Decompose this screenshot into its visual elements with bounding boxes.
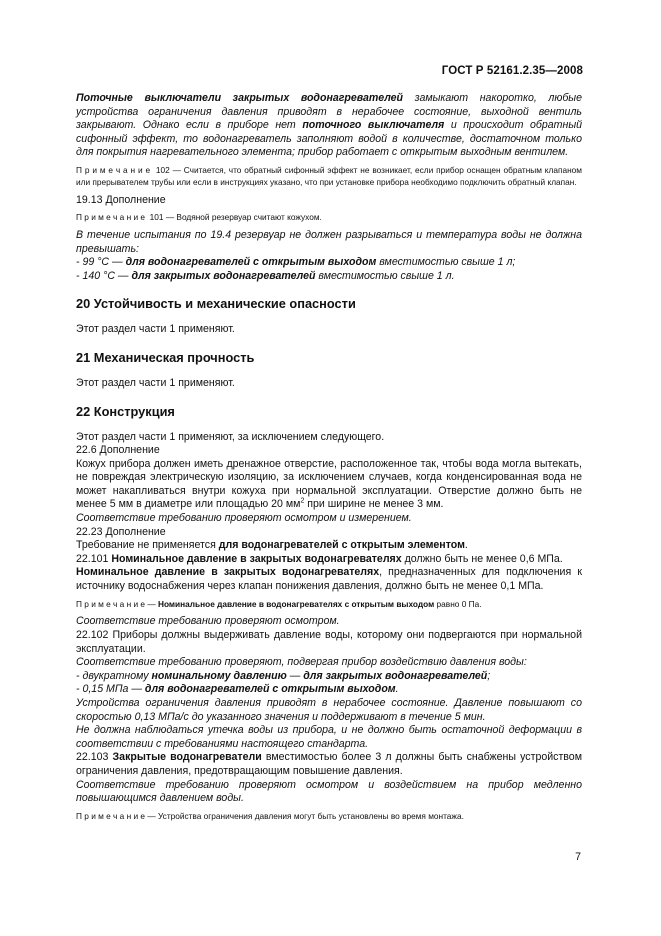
standard-header: ГОСТ Р 52161.2.35—2008 xyxy=(441,65,583,77)
list-item-99: - 99 °С — для водонагревателей с открытым выходом вместимостью свыше 1 л; xyxy=(76,256,516,269)
paragraph-flow-switches: Поточные выключатели закрытых водонагревателей замыкают накоротко, любые устройства ограничения давления приводят в нерабочее состояние, выходной вентиль закрывают. Однако если в приборе нет поточного выключателя и происходит обратный сифонный эффект, то водонагреватель заполняют водой в количестве, достаточном только для покрытия нагревательного элемента; прибор работает с открытым выходным вентилем. xyxy=(76,92,583,159)
section-20-text: Этот раздел части 1 применяют. xyxy=(76,323,235,336)
list-item-double-pressure: - двукратному номинальному давлению — для закрытых водонагревателей; xyxy=(76,669,491,682)
list-item-015: - 0,15 МПа — для водонагревателей с открытым выходом. xyxy=(76,683,399,696)
clause-22-101: 22.101 Номинальное давление в закрытых водонагревателях должно быть не менее 0,6 МПа. xyxy=(76,552,563,565)
note-mounting: П р и м е ч а н и е — Устройства ограничения давления могут быть установлены во время монтажа. xyxy=(76,810,464,821)
list-item-140: - 140 °С — для закрытых водонагревателей вместимостью свыше 1 л. xyxy=(76,269,455,282)
compliance-22-6: Соответствие требованию проверяют осмотром и измерением. xyxy=(76,512,412,525)
term-flow-switches: Поточные выключатели закрытых водонагревателей xyxy=(76,92,404,104)
clause-22-6: 22.6 Дополнение xyxy=(76,444,160,457)
section-22-title: 22 Конструкция xyxy=(76,403,175,419)
note-102: П р и м е ч а н и е 102 — Считается, что обратный сифонный эффект не возникает, если прибор оснащен обратным клапаном или прерывателем трубы или если в инструкциях указано, что при установке прибора необходимо подключить обратный клапан. xyxy=(76,164,582,187)
paragraph-pressure-rate: Устройства ограничения давления приводят в нерабочее состояние. Давление повышают со скоростью 0,13 МПа/с до указанного значения и поддерживают в течение 5 мин. xyxy=(76,697,582,723)
note-101: П р и м е ч а н и е 101 — Водяной резервуар считают кожухом. xyxy=(76,212,322,223)
paragraph-22-101b: Номинальное давление в закрытых водонагревателях, предназначенных для подключения к источнику водоснабжения через клапан понижения давления, должно быть не менее 0,1 МПа. xyxy=(76,566,582,593)
note-label: П р и м е ч а н и е xyxy=(76,164,151,175)
page-number: 7 xyxy=(575,851,581,863)
section-21-title: 21 Механическая прочность xyxy=(76,349,255,365)
page-content xyxy=(76,92,582,823)
paragraph-22-6: Кожух прибора должен иметь дренажное отверстие, расположенное так, чтобы вода могла вытекать, не повреждая электрическую изоляцию, за исключением случаев, когда конденсированная вода не может накапливаться внутри кожуха при нормальной эксплуатации. Отверстие должно быть не менее 5 мм в диаметре или площадью 20 $мм^2$ при ширине не менее 3 мм. xyxy=(76,457,582,511)
compliance-22-101: Соответствие требованию проверяют осмотром. xyxy=(76,615,340,628)
paragraph-no-leak: Не должна наблюдаться утечка воды из прибора, и не должно быть остаточной деформации в соответствии с требованиями настоящего стандарта. xyxy=(76,724,582,750)
clause-22-23: 22.23 Дополнение xyxy=(76,525,166,538)
section-20-title: 20 Устойчивость и механические опасности xyxy=(76,296,356,312)
compliance-22-102: Соответствие требованию проверяют, подвергая прибор воздействию давления воды: xyxy=(76,656,527,669)
paragraph-22-23: Требование не применяется для водонагревателей с открытым элементом. xyxy=(76,539,468,552)
clause-22-103: 22.103 Закрытые водонагреватели вместимостью более 3 л должны быть снабжены устройством ограничения давления, предотвращающим повышение давления. xyxy=(76,751,582,777)
clause-22-102: 22.102 Приборы должны выдерживать давление воды, которому они подвергаются при нормальной эксплуатации. xyxy=(76,629,582,655)
compliance-22-103: Соответствие требованию проверяют осмотром и воздействием на прибор медленно повышающимся давлением воды. xyxy=(76,778,582,805)
term-flow-switch: поточного выключателя xyxy=(302,119,445,132)
note-open-outlet: П р и м е ч а н и е — Номинальное давление в водонагревателях с открытым выходом равно 0 Па. xyxy=(76,598,482,609)
clause-19-13: 19.13 Дополнение xyxy=(76,193,166,206)
paragraph-19-intro: В течение испытания по 19.4 резервуар не должен разрываться и температура воды не должна превышать: xyxy=(76,228,582,255)
section-21-text: Этот раздел части 1 применяют. xyxy=(76,376,235,389)
section-22-text: Этот раздел части 1 применяют, за исключением следующего. xyxy=(76,430,385,443)
